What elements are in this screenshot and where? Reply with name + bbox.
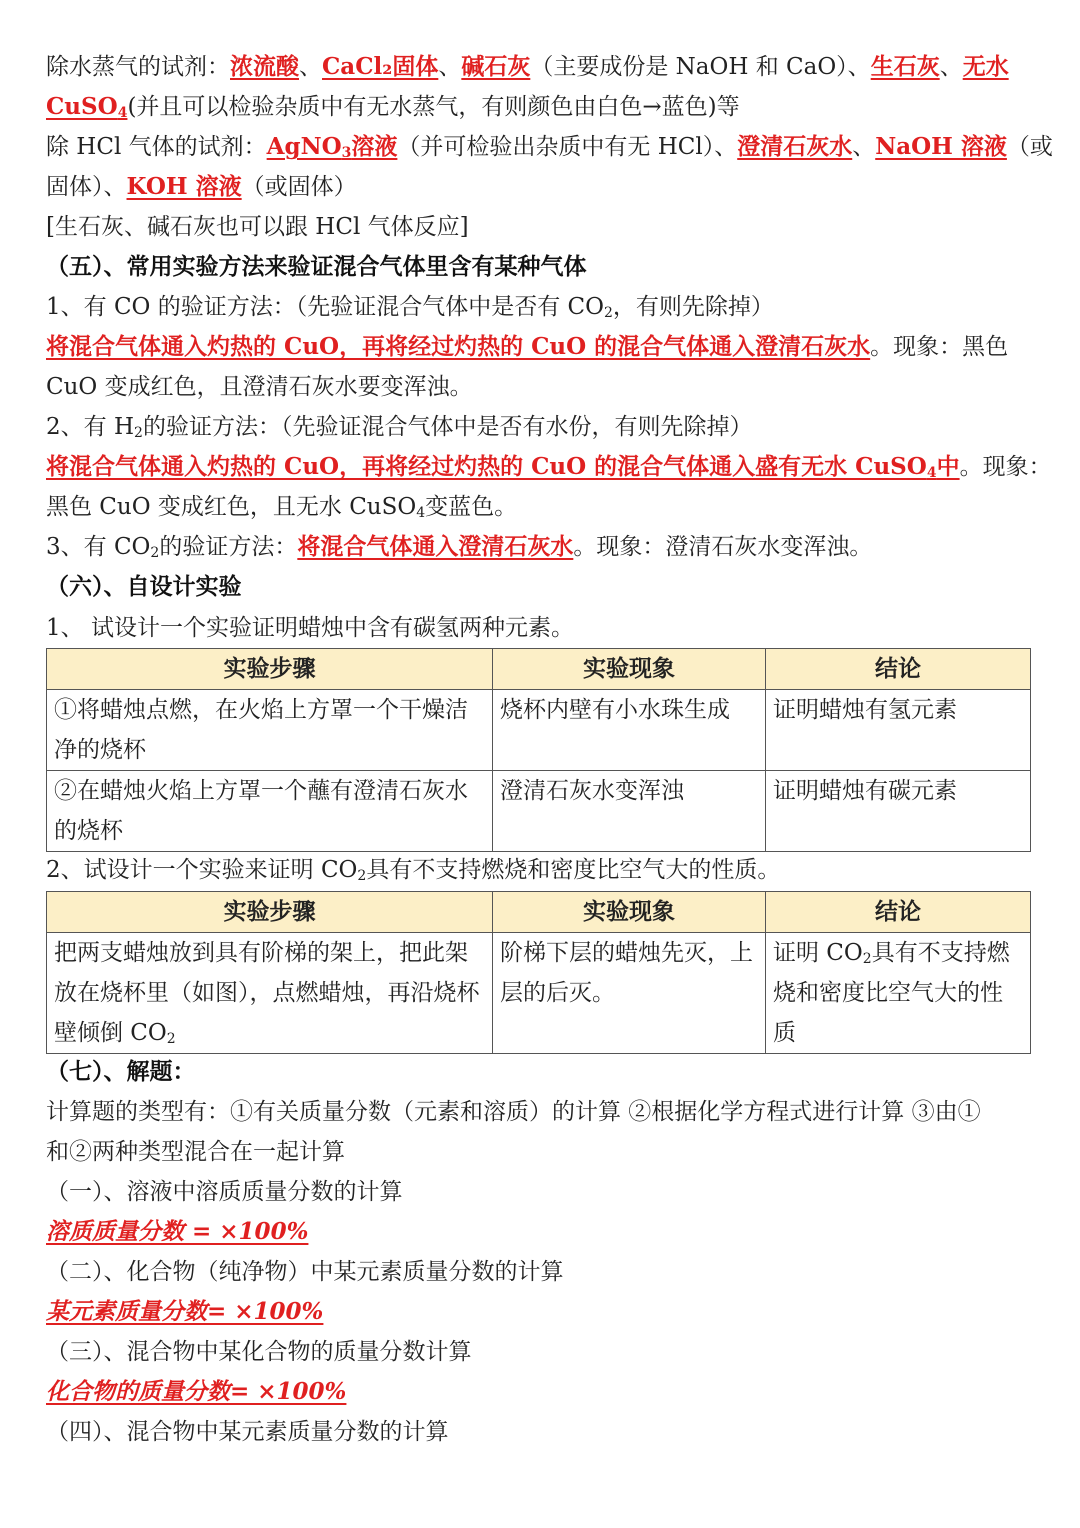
table-row	[47, 933, 1031, 1054]
table-cell: 证明蜡烛有碳元素	[766, 771, 1031, 852]
header-phenomenon: 实验现象	[493, 892, 766, 933]
h2-test-title	[46, 407, 1041, 447]
co2-test-method: 将混合气体通入澄清石灰水	[297, 533, 574, 560]
co2-phenomenon: 。现象：澄清石灰水变浑浊。	[573, 534, 873, 560]
exp2-title-text: 2、试设计一个实验来证明 CO	[46, 857, 358, 883]
header-steps: 实验步骤	[47, 649, 493, 690]
subsection-mixture-element-mass-fraction: （四）、混合物中某元素质量分数的计算	[46, 1419, 449, 1445]
co-title-tail: ，有则先除掉）	[612, 294, 774, 320]
experiment1-table	[46, 648, 1031, 852]
table-cell: 阶梯下层的蜡烛先灭，上层的后灭。	[493, 933, 766, 1054]
co-phenomenon: CuO 变成红色，且澄清石灰水要变浑浊。	[46, 374, 473, 400]
h2-title-text: 2、有 H	[46, 414, 135, 440]
table-header-row	[47, 649, 1031, 690]
hcl-label: 除 HCl 气体的试剂：	[46, 134, 267, 160]
calc-types-line-1: 计算题的类型有：①有关质量分数（元素和溶质）的计算 ②根据化学方程式进行计算 ③由①	[46, 1099, 981, 1125]
subscript: 2	[150, 545, 160, 561]
header-conclusion: 结论	[766, 892, 1031, 933]
subscript: 4	[926, 465, 937, 481]
separator: 、	[852, 134, 876, 160]
subscript: 3	[341, 145, 352, 161]
h2-title-tail: 的验证方法：（先验证混合气体中是否有水份，有则先除掉）	[142, 414, 753, 440]
exp2-conclusion-text: 证明 CO	[773, 940, 863, 966]
hcl-reagents-line-2	[46, 167, 1041, 207]
h2-phenomenon	[46, 487, 1041, 527]
co-title-text: 1、有 CO 的验证方法：（先验证混合气体中是否有 CO	[46, 294, 604, 320]
water-vapor-reagents-line-2	[46, 87, 1041, 127]
formula-text: 化合物的质量分数= ×100%	[46, 1378, 347, 1405]
exp2-step-text: 把两支蜡烛放到具有阶梯的架上，把此架放在烧杯里（如图），点燃蜡烛，再沿烧杯壁倾倒 CO	[54, 940, 480, 1046]
formula-element-mass-fraction	[46, 1292, 1041, 1332]
table-row	[47, 771, 1031, 852]
calc-types-line-2: 和②两种类型混合在一起计算	[46, 1139, 345, 1165]
h2-test-method-line	[46, 447, 1052, 487]
section7-heading: （七）、解题：	[46, 1058, 196, 1085]
koh-note: （或固体）	[241, 174, 357, 200]
experiment1-title: 1、 试设计一个实验证明蜡烛中含有碳氢两种元素。	[46, 615, 574, 641]
co-test-method-line	[46, 327, 1041, 367]
agno3-note: （并可检验出杂质中有无 HCl）、	[397, 134, 738, 160]
reagent-cuso4	[46, 93, 127, 120]
hcl-reagents-line	[46, 127, 1053, 167]
table-cell	[47, 933, 493, 1054]
h2-phenomenon-start: 。现象：	[959, 454, 1052, 480]
subsection-solution-mass-fraction: （一）、溶液中溶质质量分数的计算	[46, 1179, 403, 1205]
separator: 、	[939, 54, 963, 80]
subscript: 2	[166, 1031, 176, 1047]
header-conclusion: 结论	[766, 649, 1031, 690]
experiment2-title	[46, 850, 1041, 890]
co2-title-tail: 的验证方法：	[159, 534, 298, 560]
reagent-lime-water: 澄清石灰水	[737, 133, 853, 160]
water-vapor-reagents-line	[46, 47, 1041, 87]
separator: 、	[438, 54, 462, 80]
co-test-method: 将混合气体通入灼热的 CuO，再将经过灼热的 CuO 的混合气体通入澄清石灰水	[46, 333, 871, 360]
subscript: 2	[862, 951, 872, 967]
exp2-conclusion-tail: 具有不支持燃烧和密度比空气大的性质	[773, 940, 1010, 1046]
table-cell: ①将蜡烛点燃，在火焰上方罩一个干燥洁净的烧杯	[47, 690, 493, 771]
soda-lime-note: （主要成份是 NaOH 和 CaO）、	[530, 54, 871, 80]
hcl-reaction-note: [生石灰、碱石灰也可以跟 HCl 气体反应]	[46, 214, 469, 240]
formula-text: 溶质质量分数 = ×100%	[46, 1218, 309, 1245]
table-cell: 烧杯内壁有小水珠生成	[493, 690, 766, 771]
table-cell: ②在蜡烛火焰上方罩一个蘸有澄清石灰水的烧杯	[47, 771, 493, 852]
table-header-row	[47, 892, 1031, 933]
table-cell	[766, 933, 1031, 1054]
table-cell: 澄清石灰水变浑浊	[493, 771, 766, 852]
reagent-naoh: NaOH 溶液	[875, 133, 1007, 160]
subscript: 2	[357, 868, 367, 884]
reagent-quicklime: 生石灰	[870, 53, 940, 80]
h2-phenomenon-tail: 变蓝色。	[425, 494, 518, 520]
reagent-koh: KOH 溶液	[126, 173, 242, 200]
subsection-element-mass-fraction: （二）、化合物（纯净物）中某元素质量分数的计算	[46, 1259, 564, 1285]
formula-solute-mass-fraction	[46, 1212, 1041, 1252]
formula-text: 某元素质量分数= ×100%	[46, 1298, 324, 1325]
cuso4-text: CuSO	[46, 93, 118, 120]
cuso4-note: (并且可以检验杂质中有无水蒸气，有则颜色由白色→蓝色)等	[127, 94, 740, 120]
reagent-agno3	[267, 133, 398, 160]
section5-heading: （五）、常用实验方法来验证混合气体里含有某种气体	[46, 253, 587, 280]
table-cell: 证明蜡烛有氢元素	[766, 690, 1031, 771]
header-phenomenon: 实验现象	[493, 649, 766, 690]
agno3-text: AgNO	[266, 133, 342, 160]
separator: 、	[299, 54, 322, 80]
formula-compound-mass-fraction	[46, 1372, 1041, 1412]
h2-phenomenon-text: 黑色 CuO 变成红色，且无水 CuSO	[46, 494, 417, 520]
water-vapor-label: 除水蒸气的试剂：	[46, 54, 230, 80]
table-row	[47, 690, 1031, 771]
co-test-title	[46, 287, 1041, 327]
subsection-compound-mass-fraction: （三）、混合物中某化合物的质量分数计算	[46, 1339, 472, 1365]
agno3-tail: 溶液	[351, 133, 398, 160]
naoh-note: （或	[1006, 134, 1053, 160]
subscript: 4	[416, 505, 426, 521]
subscript: 4	[117, 105, 128, 121]
co-phenomenon-start: 。现象：黑色	[870, 334, 1009, 360]
h2-method-text: 将混合气体通入灼热的 CuO，再将经过灼热的 CuO 的混合气体通入盛有无水 CuSO	[46, 453, 927, 480]
naoh-note-end: 固体）、	[46, 174, 127, 200]
h2-method-tail: 中	[936, 453, 960, 480]
reagent-cacl2: CaCl₂固体	[322, 53, 439, 80]
h2-test-method	[46, 453, 960, 480]
co2-title-text: 3、有 CO	[46, 534, 151, 560]
section6-heading: （六）、自设计实验	[46, 573, 242, 600]
co2-test-line	[46, 527, 1041, 567]
exp2-title-tail: 具有不支持燃烧和密度比空气大的性质。	[366, 857, 781, 883]
experiment2-table	[46, 891, 1031, 1054]
reagent-conc-acid: 浓流酸	[230, 53, 299, 80]
subscript: 2	[603, 305, 613, 321]
reagent-soda-lime: 碱石灰	[461, 53, 531, 80]
reagent-anhydrous: 无水	[962, 53, 1009, 80]
subscript: 2	[134, 425, 143, 441]
header-steps: 实验步骤	[47, 892, 493, 933]
